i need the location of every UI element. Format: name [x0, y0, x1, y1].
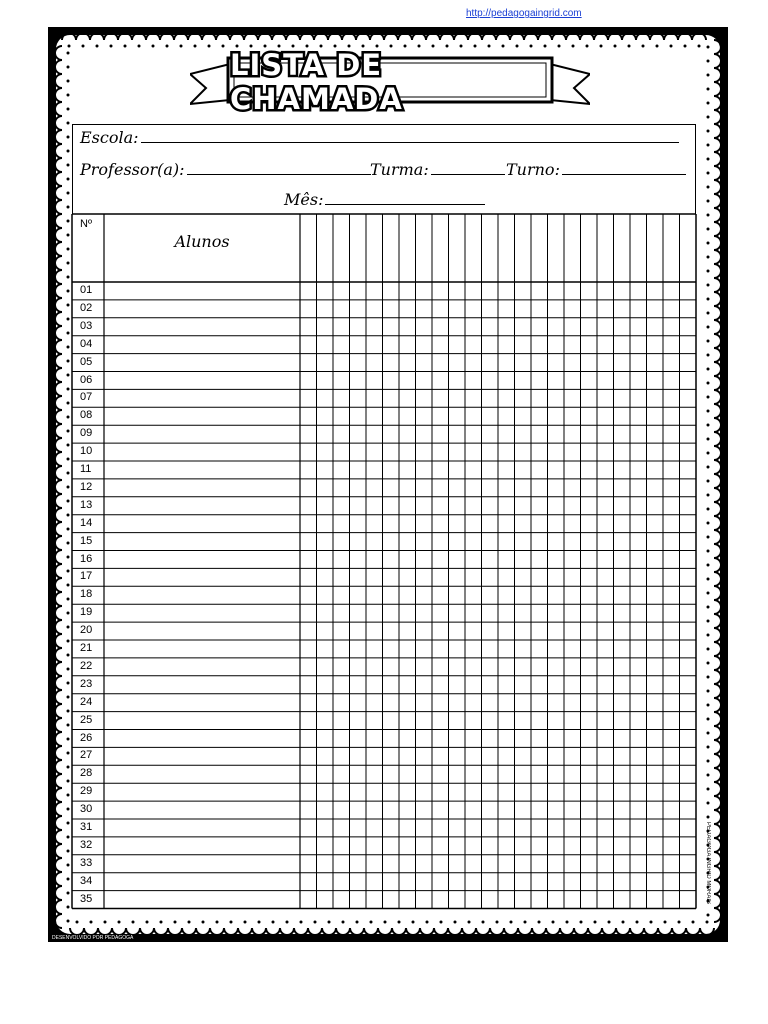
bottom-credit-text: DESENVOLVIDO POR PEDAGOGA	[52, 935, 134, 941]
row-number: 30	[80, 803, 93, 816]
students-column-header: Alunos	[174, 232, 230, 251]
row-number: 33	[80, 856, 93, 869]
number-column-header: Nº	[80, 218, 92, 230]
row-number: 01	[80, 284, 93, 296]
row-number: 16	[80, 552, 93, 565]
row-number: 06	[80, 373, 93, 386]
row-number: 34	[80, 874, 93, 887]
row-number: 29	[80, 785, 93, 798]
row-number: 31	[80, 821, 93, 833]
teacher-label: Professor(a):	[80, 160, 185, 179]
month-label: Mês:	[284, 190, 324, 209]
row-number: 22	[80, 659, 93, 672]
row-number: 35	[80, 892, 93, 905]
row-number: 17	[80, 570, 93, 583]
row-number: 08	[80, 409, 93, 422]
row-number: 02	[80, 301, 93, 314]
row-number: 19	[80, 606, 93, 619]
row-number: 32	[80, 838, 93, 851]
row-number: 21	[80, 642, 93, 654]
row-number: 11	[80, 463, 92, 475]
row-number: 28	[80, 767, 93, 780]
row-number: 27	[80, 749, 93, 762]
side-credit-text: PEDAGOGA INGRID MORAIS	[705, 822, 711, 905]
row-number: 25	[80, 713, 93, 726]
row-number: 18	[80, 588, 93, 601]
row-number: 14	[80, 516, 93, 529]
row-number: 15	[80, 534, 93, 547]
row-number: 23	[80, 677, 93, 690]
row-number: 04	[80, 337, 93, 350]
shift-label: Turno:	[506, 160, 560, 179]
school-label: Escola:	[80, 128, 139, 147]
row-number: 03	[80, 319, 93, 332]
class-label: Turma:	[370, 160, 429, 179]
page-title: LISTA DE CHAMADA	[230, 48, 403, 116]
row-number: 20	[80, 624, 93, 637]
row-number: 05	[80, 355, 93, 368]
row-number: 10	[80, 445, 93, 458]
source-link[interactable]: http://pedagogaingrid.com	[466, 8, 582, 19]
row-number: 13	[80, 498, 93, 511]
row-number: 26	[80, 731, 93, 744]
row-number: 24	[80, 695, 93, 708]
row-number: 07	[80, 391, 93, 404]
row-number: 12	[80, 480, 93, 493]
row-number: 09	[80, 427, 93, 440]
